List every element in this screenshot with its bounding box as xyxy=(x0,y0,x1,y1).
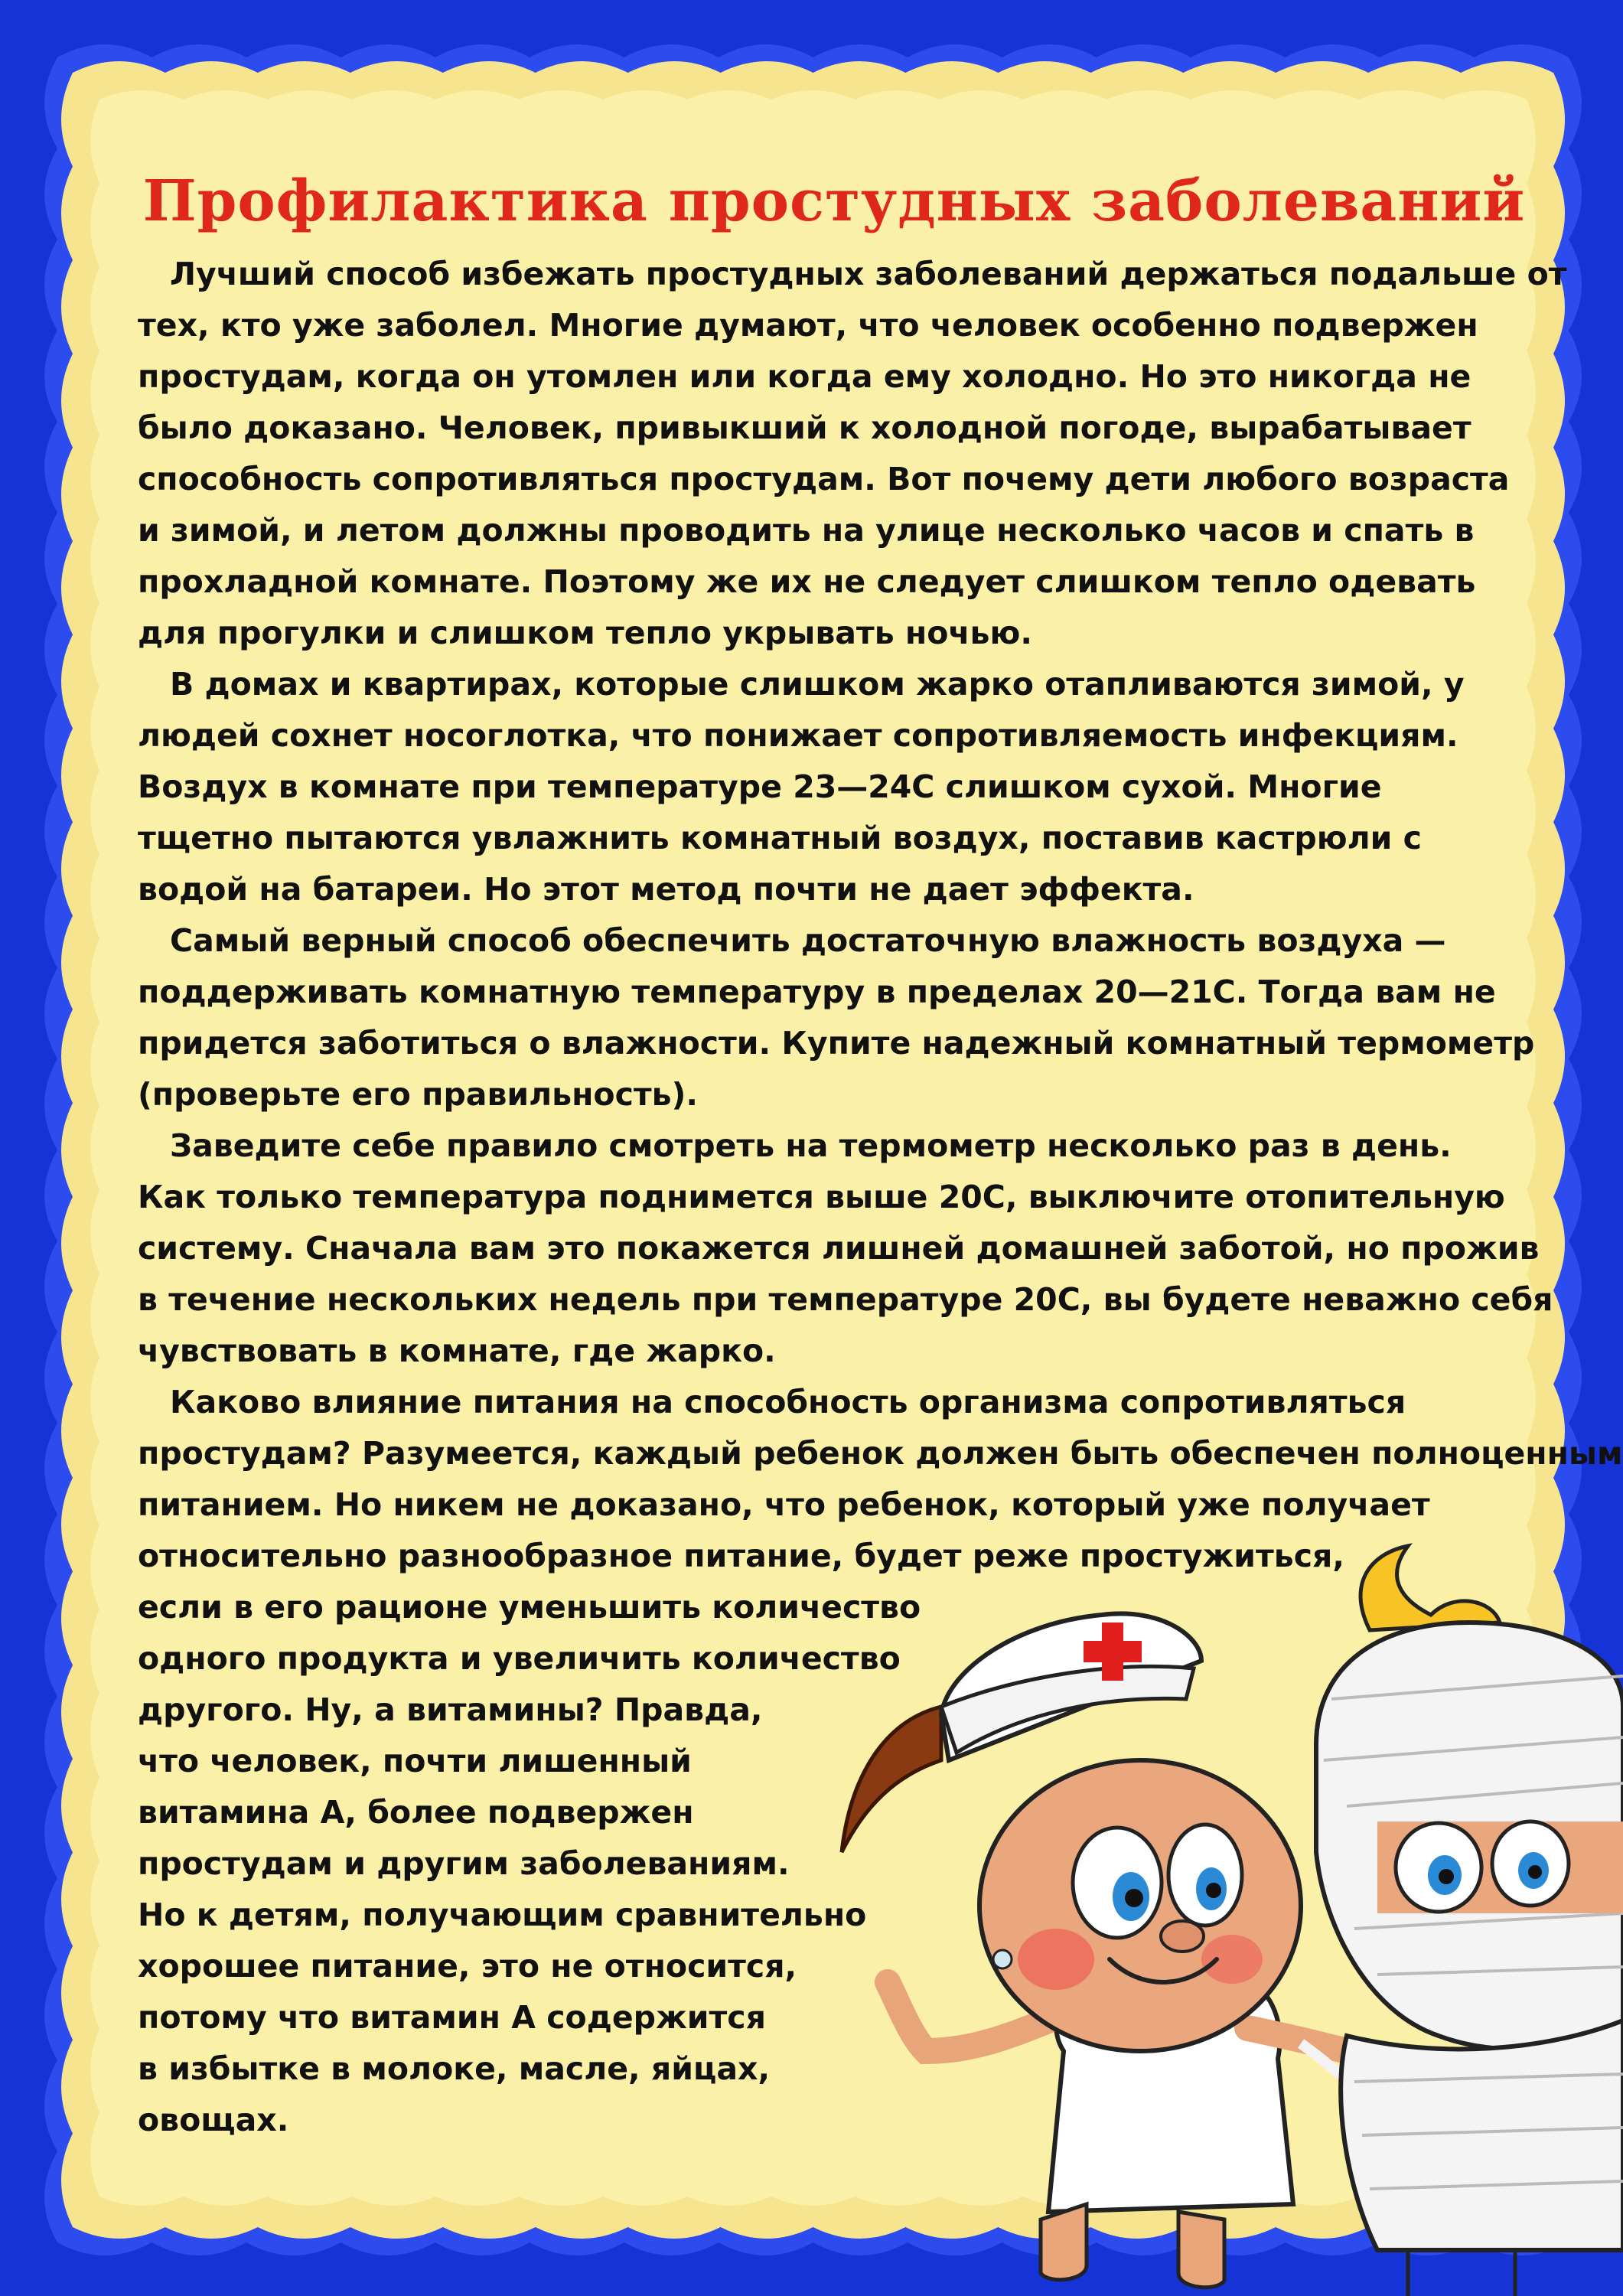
text-line: тех, кто уже заболел. Многие думают, что человек особенно подвержен xyxy=(138,307,1478,344)
text-line: поддерживать комнатную температуру в пределах 20—21С. Тогда вам не xyxy=(138,974,1496,1010)
text-line: витамина А, более подвержен xyxy=(138,1794,694,1831)
text-line: тщетно пытаются увлажнить комнатный воздух, поставив кастрюли с xyxy=(138,820,1422,856)
text-line: простудам? Разумеется, каждый ребенок должен быть обеспечен полноценным xyxy=(138,1435,1623,1472)
text-line: Воздух в комнате при температуре 23—24С слишком сухой. Многие xyxy=(138,768,1382,805)
text-line: Каково влияние питания на способность организма сопротивляться xyxy=(170,1384,1406,1420)
text-line: овощах. xyxy=(138,2102,289,2138)
text-line: Самый верный способ обеспечить достаточную влажность воздуха — xyxy=(170,922,1446,959)
text-line: Заведите себе правило смотреть на термометр несколько раз в день. xyxy=(170,1127,1452,1164)
text-line: простудам, когда он утомлен или когда ему холодно. Но это никогда не xyxy=(138,358,1471,395)
text-line: людей сохнет носоглотка, что понижает сопротивляемость инфекциям. xyxy=(138,717,1458,754)
cartoon-illustration xyxy=(826,1531,1623,2296)
text-line: Как только температура поднимется выше 20С, выключите отопительную xyxy=(138,1179,1505,1215)
text-line: относительно разнообразное питание, будет реже простужиться, xyxy=(138,1538,1344,1574)
text-line: простудам и другим заболеваниям. xyxy=(138,1845,790,1882)
text-line: для прогулки и слишком тепло укрывать ночью. xyxy=(138,615,1032,651)
text-line: другого. Ну, а витамины? Правда, xyxy=(138,1691,763,1728)
text-line: одного продукта и увеличить количество xyxy=(138,1640,901,1677)
text-line: питанием. Но никем не доказано, что ребенок, который уже получает xyxy=(138,1486,1430,1523)
text-line: систему. Сначала вам это покажется лишней домашней заботой, но прожив xyxy=(138,1230,1540,1267)
text-line: что человек, почти лишенный xyxy=(138,1743,692,1779)
text-line: чувствовать в комнате, где жарко. xyxy=(138,1332,776,1369)
text-line: хорошее питание, это не относится, xyxy=(138,1948,797,1985)
text-line: прохладной комнате. Поэтому же их не следует слишком тепло одевать xyxy=(138,563,1476,600)
text-line: потому что витамин А содержится xyxy=(138,1999,766,2036)
text-line: если в его рационе уменьшить количество xyxy=(138,1589,921,1626)
text-line: в избытке в молоке, масле, яйцах, xyxy=(138,2050,771,2087)
text-line: В домах и квартирах, которые слишком жарко отапливаются зимой, у xyxy=(170,666,1465,703)
text-line: в течение нескольких недель при температуре 20С, вы будете неважно себя xyxy=(138,1281,1553,1318)
text-line: Но к детям, получающим сравнительно xyxy=(138,1896,867,1933)
bandaged-boy-illustration xyxy=(1316,1546,1623,2296)
text-line: придется заботиться о влажности. Купите надежный комнатный термометр xyxy=(138,1025,1535,1062)
text-line: было доказано. Человек, привыкший к холодной погоде, вырабатывает xyxy=(138,409,1471,446)
page-title: Профилактика простудных заболеваний xyxy=(142,168,1526,234)
text-line: и зимой, и летом должны проводить на улице несколько часов и спать в xyxy=(138,512,1475,549)
text-line: водой на батареи. Но этот метод почти не дает эффекта. xyxy=(138,871,1194,908)
text-line: способность сопротивляться простудам. Вот почему дети любого возраста xyxy=(138,461,1510,497)
text-line: (проверьте его правильность). xyxy=(138,1076,698,1113)
text-line: Лучший способ избежать простудных заболеваний держаться подальше от xyxy=(170,256,1567,292)
